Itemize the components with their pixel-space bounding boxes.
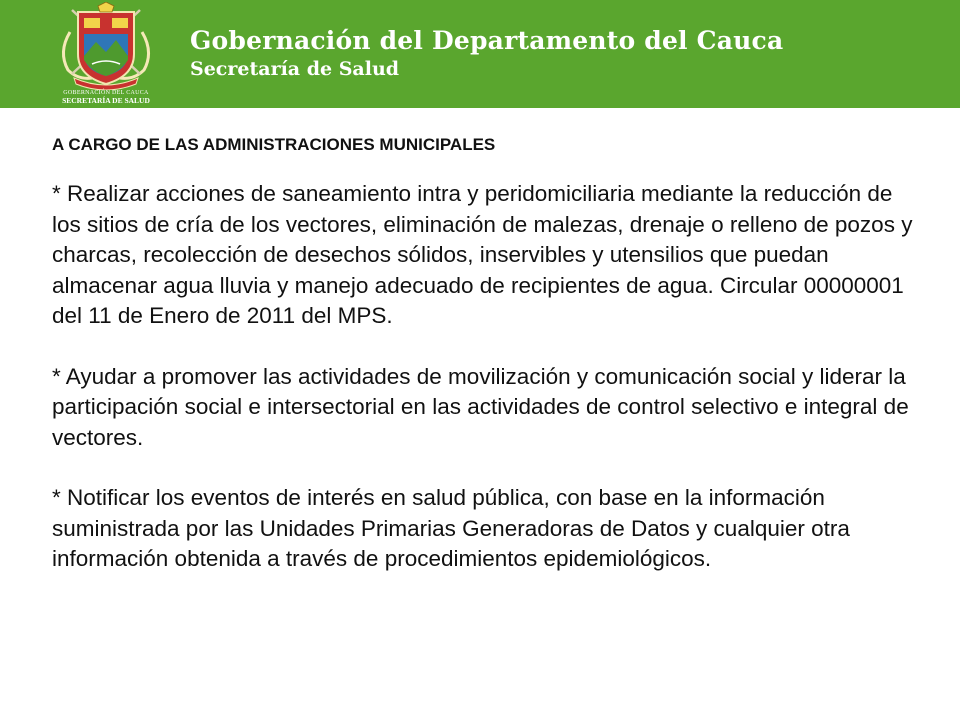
page-subtitle: Secretaría de Salud	[190, 58, 400, 80]
coat-of-arms-icon	[48, 2, 164, 90]
paragraph-notificar: * Notificar los eventos de interés en salud pública, con base en la información suministrada por las Unidades Primarias Generadoras de Datos y cualquier otra información obtenida a través de procedimientos epidemiológicos.	[52, 485, 850, 571]
paragraph-movilizacion: * Ayudar a promover las actividades de movilización y comunicación social y liderar la participación social e intersectorial en las actividades de control selectivo e integral de vectores.	[52, 363, 909, 450]
paragraph-saneamiento: * Realizar acciones de saneamiento intra y peridomiciliaria mediante la reducción de los sitios de cría de los vectores, eliminación de malezas, drenaje o relleno de pozos y charcas, recolección de desechos sólidos, inservibles y utensilios que puedan almacenar agua lluvia y manejo adecuado de recipientes de agua. Circular 00000001 del 11 de Enero de 2011 del MPS.	[52, 181, 913, 328]
header-banner	[0, 0, 960, 108]
section-heading: A CARGO DE LAS ADMINISTRACIONES MUNICIPALES	[52, 135, 496, 154]
logo	[48, 2, 164, 106]
logo-caption-top: GOBERNACIÓN DEL CAUCA	[63, 90, 149, 96]
page-title: Gobernación del Departamento del Cauca	[190, 26, 784, 55]
logo-caption-bottom: SECRETARÍA DE SALUD	[62, 96, 150, 105]
slide-content	[52, 133, 922, 605]
